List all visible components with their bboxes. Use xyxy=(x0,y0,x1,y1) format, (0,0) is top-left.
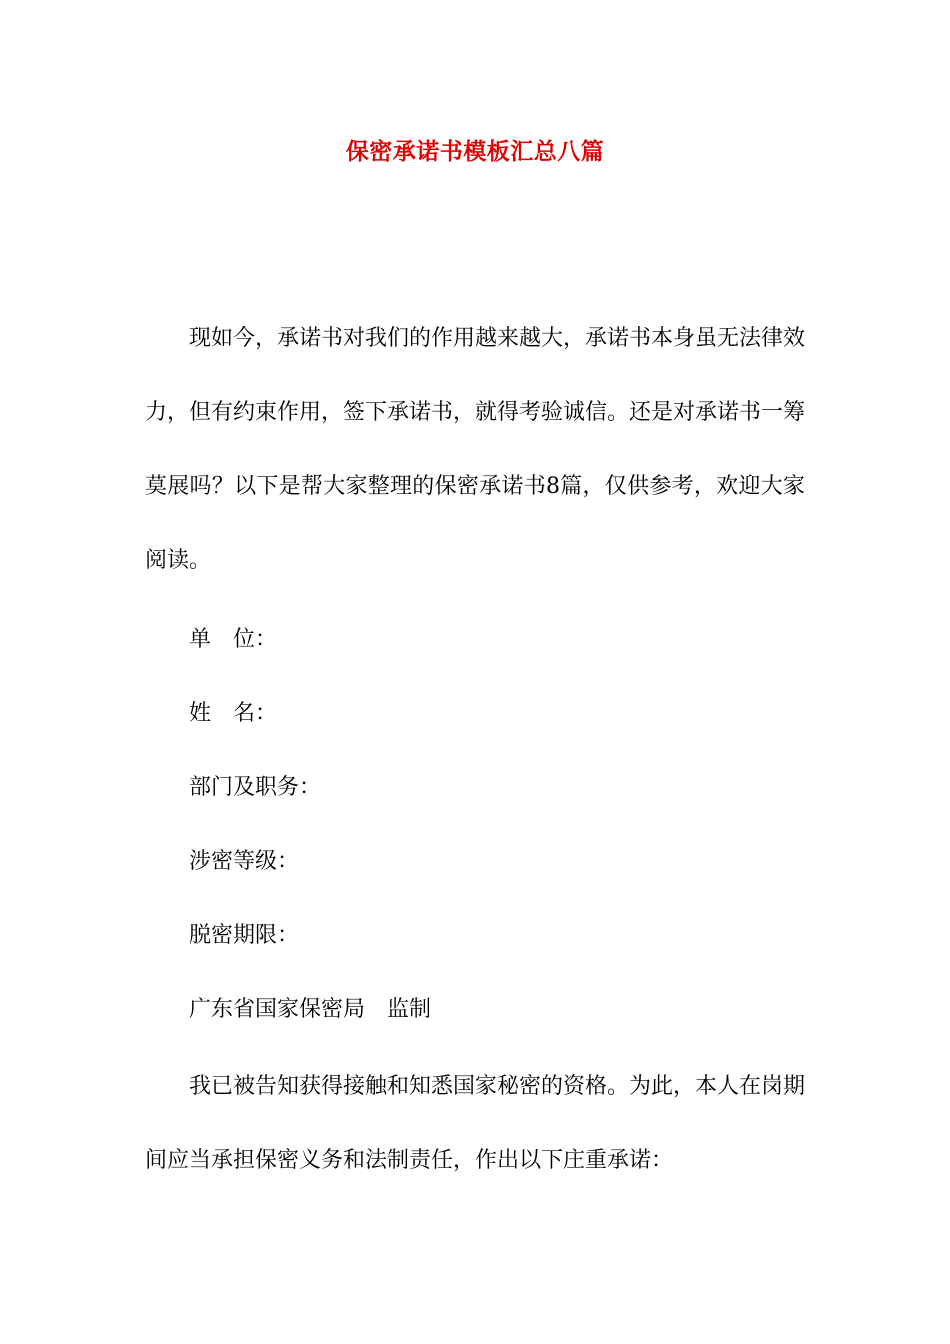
field-unit: 单 位： xyxy=(189,627,278,652)
intro-paragraph: 现如今，承诺书对我们的作用越来越大，承诺书本身虽无法律效力，但有约束作用，签下承诺书，就得考验诚信。还是对承诺书一筹莫展吗？以下是帮大家整理的保密承诺书8篇，仅供参考，欢迎大家阅读。 xyxy=(145,326,806,573)
field-department-position: 部门及职务： xyxy=(189,775,322,800)
document-title: 保密承诺书模板汇总八篇 xyxy=(345,138,605,165)
field-declassification-period: 脱密期限： xyxy=(189,923,300,948)
field-secret-level: 涉密等级： xyxy=(189,849,300,874)
field-name: 姓 名： xyxy=(189,701,278,726)
commitment-paragraph: 我已被告知获得接触和知悉国家秘密的资格。为此，本人在岗期间应当承担保密义务和法制责任，作出以下庄重承诺： xyxy=(145,1074,806,1173)
supervisor-line: 广东省国家保密局 监制 xyxy=(189,997,432,1022)
